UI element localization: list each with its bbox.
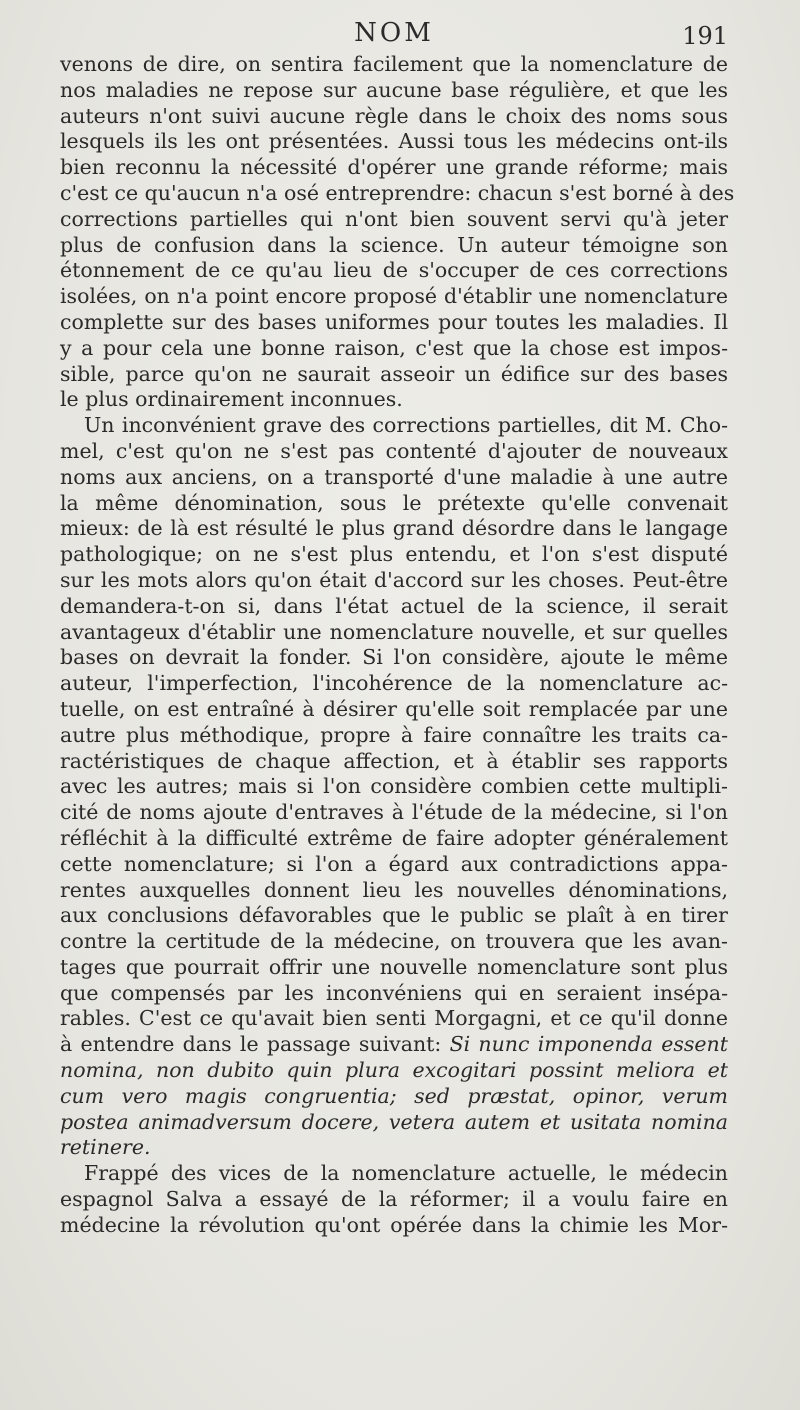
latin-quote-line: postea animadversum docere, vetera autem et usitata nomina (60, 1109, 728, 1134)
text-line: étonnement de ce qu'au lieu de s'occuper de ces corrections (60, 258, 728, 283)
text-line: rables. C'est ce qu'avait bien senti Morgagni, et ce qu'il donne (60, 1006, 728, 1031)
text-line: sur les mots alors qu'on était d'accord sur les choses. Peut-être (60, 567, 728, 592)
latin-quote-line: nomina, non dubito quin plura excogitari possint meliora et (60, 1058, 728, 1083)
text-line: nos maladies ne repose sur aucune base régulière, et que les (60, 77, 728, 102)
page-header (60, 18, 728, 52)
text-line: Frappé des vices de la nomenclature actuelle, le médecin (84, 1161, 728, 1186)
text-line: lesquels ils les ont présentées. Aussi tous les médecins ont-ils (60, 129, 728, 154)
text-line: Un inconvénient grave des corrections partielles, dit M. Cho- (84, 413, 728, 438)
paragraph-2 (60, 413, 728, 1161)
running-head: NOM (354, 18, 434, 48)
text-line: la même dénomination, sous le prétexte qu'elle convenait (60, 490, 728, 515)
text-line: réfléchit à la difficulté extrême de faire adopter généralement (60, 825, 728, 850)
text-line: autre plus méthodique, propre à faire connaître les traits ca- (60, 722, 728, 747)
roman-text: à entendre dans le passage suivant: (60, 1032, 450, 1057)
mixed-text-line (60, 1032, 728, 1058)
text-line: tages que pourrait offrir une nouvelle nomenclature sont plus (60, 954, 728, 979)
text-line: auteur, l'imperfection, l'incohérence de la nomenclature ac- (60, 671, 728, 696)
text-line: rentes auxquelles donnent lieu les nouvelles dénominations, (60, 877, 728, 902)
text-line: que compensés par les inconvéniens qui en seraient insépa- (60, 980, 728, 1005)
text-line: tuelle, on est entraîné à désirer qu'elle soit remplacée par une (60, 696, 728, 721)
text-line: avantageux d'établir une nomenclature nouvelle, et sur quelles (60, 619, 728, 644)
text-line: cette nomenclature; si l'on a égard aux contradictions appa- (60, 851, 728, 876)
text-line: espagnol Salva a essayé de la réformer; il a voulu faire en (60, 1187, 728, 1212)
text-line: mieux: de là est résulté le plus grand désordre dans le langage (60, 516, 728, 541)
text-line: plus de confusion dans la science. Un auteur témoigne son (60, 232, 728, 257)
text-line: auteurs n'ont suivi aucune règle dans le choix des noms sous (60, 103, 728, 128)
text-line: isolées, on n'a point encore proposé d'établir une nomenclature (60, 284, 728, 309)
text-line: bien reconnu la nécessité d'opérer une grande réforme; mais (60, 155, 728, 180)
text-line: le plus ordinairement inconnues. (60, 387, 403, 412)
text-line: contre la certitude de la médecine, on trouvera que les avan- (60, 929, 728, 954)
body-text (60, 52, 735, 1239)
latin-quote-text: Si nunc imponenda essent (449, 1032, 728, 1057)
paragraph-1 (60, 52, 735, 413)
text-line: c'est ce qu'aucun n'a osé entreprendre: chacun s'est borné à des (60, 180, 735, 205)
latin-quote-line: retinere. (60, 1135, 151, 1160)
text-line: cité de noms ajoute d'entraves à l'étude de la médecine, si l'on (60, 800, 728, 825)
paragraph-3 (60, 1161, 728, 1238)
text-line: aux conclusions défavorables que le public se plaît à en tirer (60, 903, 728, 928)
text-line: ractéristiques de chaque affection, et à établir ses rapports (60, 748, 728, 773)
text-line: pathologique; on ne s'est plus entendu, et l'on s'est disputé (60, 542, 728, 567)
page-number: 191 (682, 22, 728, 50)
text-line: sible, parce qu'on ne saurait asseoir un édifice sur des bases (60, 361, 728, 386)
text-line: corrections partielles qui n'ont bien souvent servi qu'à jeter (60, 206, 728, 231)
text-line: demandera-t-on si, dans l'état actuel de la science, il serait (60, 593, 728, 618)
text-line: médecine la révolution qu'ont opérée dans la chimie les Mor- (60, 1212, 728, 1237)
text-line: y a pour cela une bonne raison, c'est que la chose est impos- (60, 335, 728, 360)
text-line: complette sur des bases uniformes pour toutes les maladies. Il (60, 309, 728, 334)
text-line: avec les autres; mais si l'on considère combien cette multipli- (60, 774, 728, 799)
text-line: mel, c'est qu'on ne s'est pas contenté d'ajouter de nouveaux (60, 438, 728, 463)
text-line: bases on devrait la fonder. Si l'on considère, ajoute le même (60, 645, 728, 670)
latin-quote-line: cum vero magis congruentia; sed præstat, opinor, verum (60, 1083, 728, 1108)
text-line: venons de dire, on sentira facilement que la nomenclature de (60, 52, 728, 76)
text-line: noms aux anciens, on a transporté d'une maladie à une autre (60, 464, 728, 489)
